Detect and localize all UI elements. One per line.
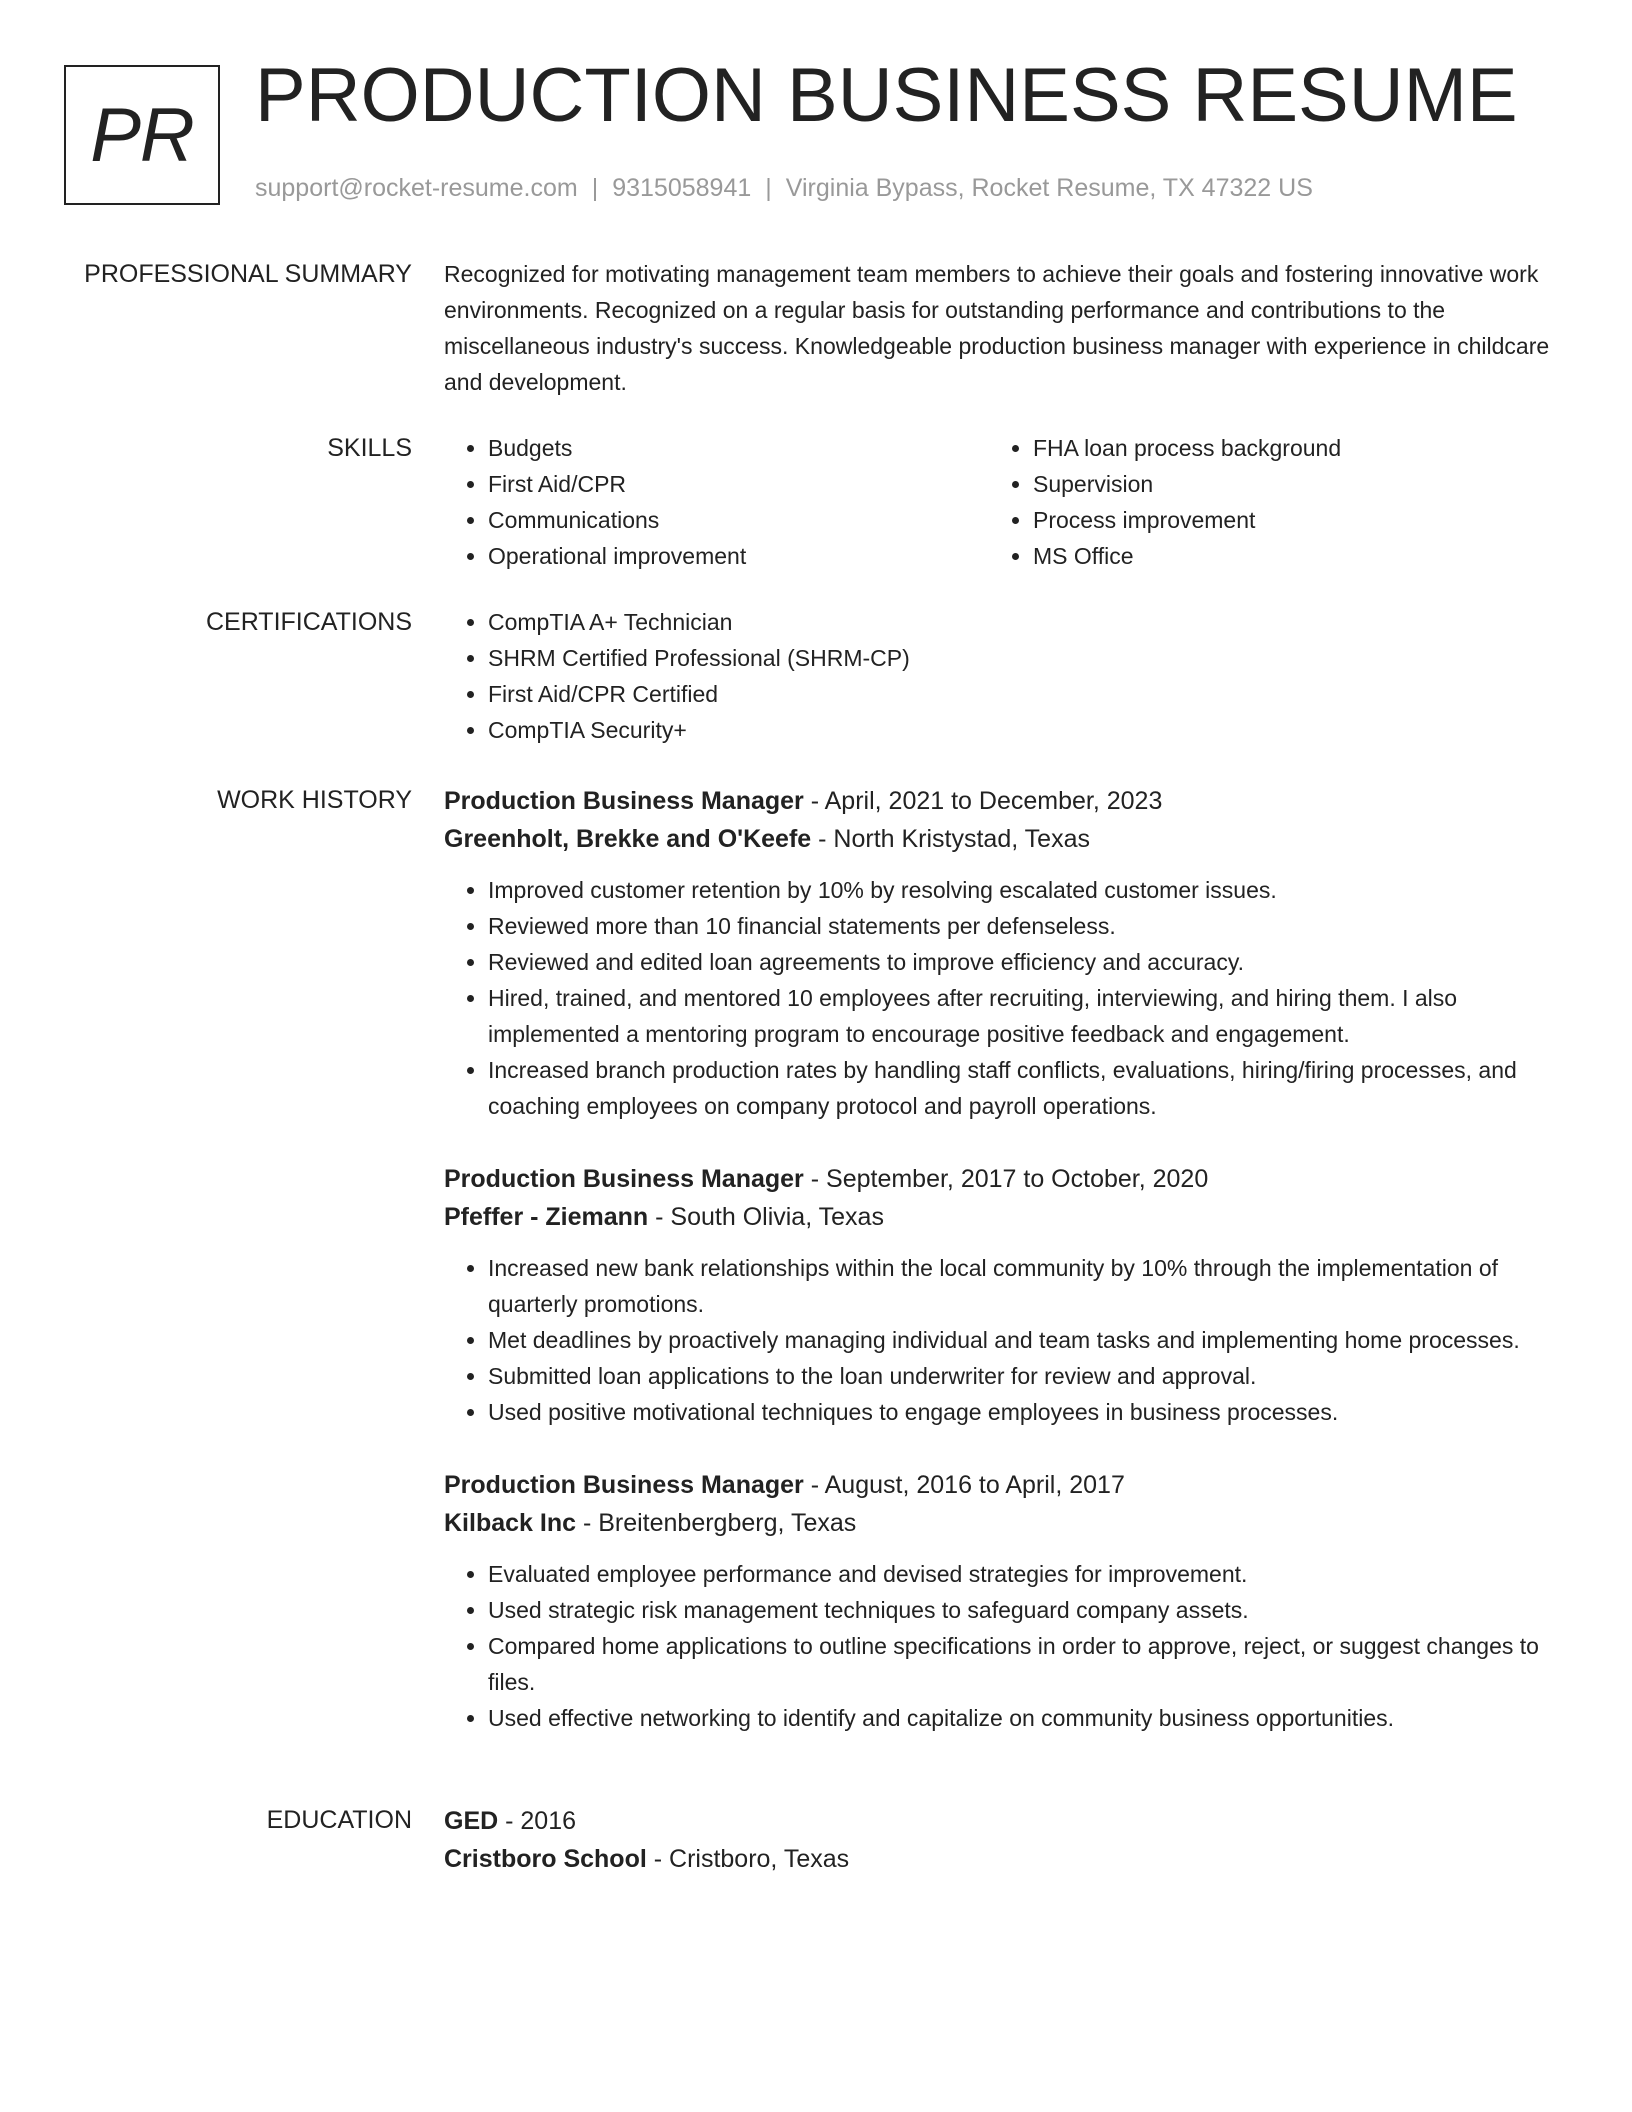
job-role: Production Business Manager (444, 1165, 804, 1193)
job-bullet: • Used strategic risk management techniques to safeguard company assets. (488, 1592, 1564, 1628)
contact-email: support@rocket-resume.com (255, 174, 578, 202)
section-title-skills: SKILLS (327, 434, 412, 462)
certification-item: • First Aid/CPR Certified (488, 676, 1564, 712)
job-bullet: • Used effective networking to identify and capitalize on community business opportunities. (488, 1700, 1564, 1736)
skills-body (444, 430, 1564, 574)
job-bullet: • Met deadlines by proactively managing individual and team tasks and implementing home processes. (488, 1322, 1564, 1358)
section-title-certifications: CERTIFICATIONS (205, 608, 412, 636)
job-bullets (444, 872, 1564, 1124)
job-role: Production Business Manager (444, 1471, 804, 1499)
resume-title: PRODUCTION BUSINESS RESUME (255, 53, 1518, 138)
job-bullet: • Hired, trained, and mentored 10 employees after recruiting, interviewing, and hiring them. I also implemented a mentoring program to encourage positive feedback and engagement. (488, 980, 1564, 1052)
job-company-line (444, 820, 1564, 858)
education-school-line (444, 1840, 1564, 1878)
job-bullet: • Improved customer retention by 10% by resolving escalated customer issues. (488, 872, 1564, 908)
skill-item: • Operational improvement (488, 538, 989, 574)
contact-address: Virginia Bypass, Rocket Resume, TX 47322 US (785, 174, 1313, 202)
job-title-line (444, 1160, 1564, 1198)
job-bullet: • Submitted loan applications to the loan underwriter for review and approval. (488, 1358, 1564, 1394)
job-bullet: • Reviewed more than 10 financial statements per defenseless. (488, 908, 1564, 944)
job-bullet: • Used positive motivational techniques to engage employees in business processes. (488, 1394, 1564, 1430)
skill-item: • Supervision (1033, 466, 1534, 502)
contact-phone: 9315058941 (612, 174, 752, 202)
job-dates: - August, 2016 to April, 2017 (803, 1471, 1125, 1499)
job-location: - Breitenbergberg, Texas (576, 1509, 857, 1537)
education-school: Cristboro School (444, 1845, 647, 1873)
skill-item: • MS Office (1033, 538, 1534, 574)
work-history-body (444, 782, 1564, 1772)
job-bullet: • Compared home applications to outline specifications in order to approve, reject, or suggest changes to files. (488, 1628, 1564, 1700)
education-body (444, 1802, 1564, 1878)
education-degree: GED (444, 1807, 499, 1835)
contact-line (255, 174, 1313, 203)
job-title-line (444, 1466, 1564, 1504)
job-location: - South Olivia, Texas (648, 1203, 884, 1231)
job-dates: - April, 2021 to December, 2023 (803, 787, 1163, 815)
job-entry (444, 1160, 1564, 1430)
section-title-education: EDUCATION (266, 1806, 412, 1834)
skill-item: • Process improvement (1033, 502, 1534, 538)
summary-body (444, 256, 1564, 400)
job-bullets (444, 1250, 1564, 1430)
job-title-line (444, 782, 1564, 820)
summary-text: Recognized for motivating management team members to achieve their goals and fostering innovative work environments. Recognized on a regular basis for outstanding performance and contributions to the miscellaneous industry's success. Knowledgeable production business manager with experience in childcare and development. (444, 261, 1550, 395)
job-company: Pfeffer - Ziemann (444, 1203, 649, 1231)
job-entry (444, 782, 1564, 1124)
contact-separator: | (765, 174, 772, 202)
job-company: Kilback Inc (444, 1509, 576, 1537)
certification-item: • SHRM Certified Professional (SHRM-CP) (488, 640, 1564, 676)
job-bullet: • Increased new bank relationships within the local community by 10% through the implementation of quarterly promotions. (488, 1250, 1564, 1322)
job-entry (444, 1466, 1564, 1736)
job-dates: - September, 2017 to October, 2020 (803, 1165, 1209, 1193)
monogram-initials: PR (90, 92, 194, 178)
job-company-line (444, 1198, 1564, 1236)
skill-item: • Communications (488, 502, 989, 538)
skill-item: • First Aid/CPR (488, 466, 989, 502)
certification-item: • CompTIA A+ Technician (488, 604, 1564, 640)
contact-separator: | (591, 174, 599, 202)
job-bullet: • Increased branch production rates by handling staff conflicts, evaluations, hiring/firing processes, and coaching employees on company protocol and payroll operations. (488, 1052, 1564, 1124)
job-bullets (444, 1556, 1564, 1736)
monogram-box (64, 65, 220, 205)
skill-item: • Budgets (488, 430, 989, 466)
section-title-summary: PROFESSIONAL SUMMARY (84, 260, 412, 288)
job-bullet: • Reviewed and edited loan agreements to improve efficiency and accuracy. (488, 944, 1564, 980)
education-year: - 2016 (498, 1807, 577, 1835)
skills-list-right (989, 430, 1534, 574)
education-location: - Cristboro, Texas (646, 1845, 850, 1873)
section-title-work-history: WORK HISTORY (217, 786, 412, 814)
skills-list-left (444, 430, 989, 574)
certifications-list (444, 604, 1564, 748)
job-bullet: • Evaluated employee performance and devised strategies for improvement. (488, 1556, 1564, 1592)
certification-item: • CompTIA Security+ (488, 712, 1564, 748)
education-degree-line (444, 1802, 1564, 1840)
certifications-body (444, 604, 1564, 748)
job-location: - North Kristystad, Texas (811, 825, 1090, 853)
job-company-line (444, 1504, 1564, 1542)
job-role: Production Business Manager (444, 787, 804, 815)
skill-item: • FHA loan process background (1033, 430, 1534, 466)
job-company: Greenholt, Brekke and O'Keefe (444, 825, 812, 853)
